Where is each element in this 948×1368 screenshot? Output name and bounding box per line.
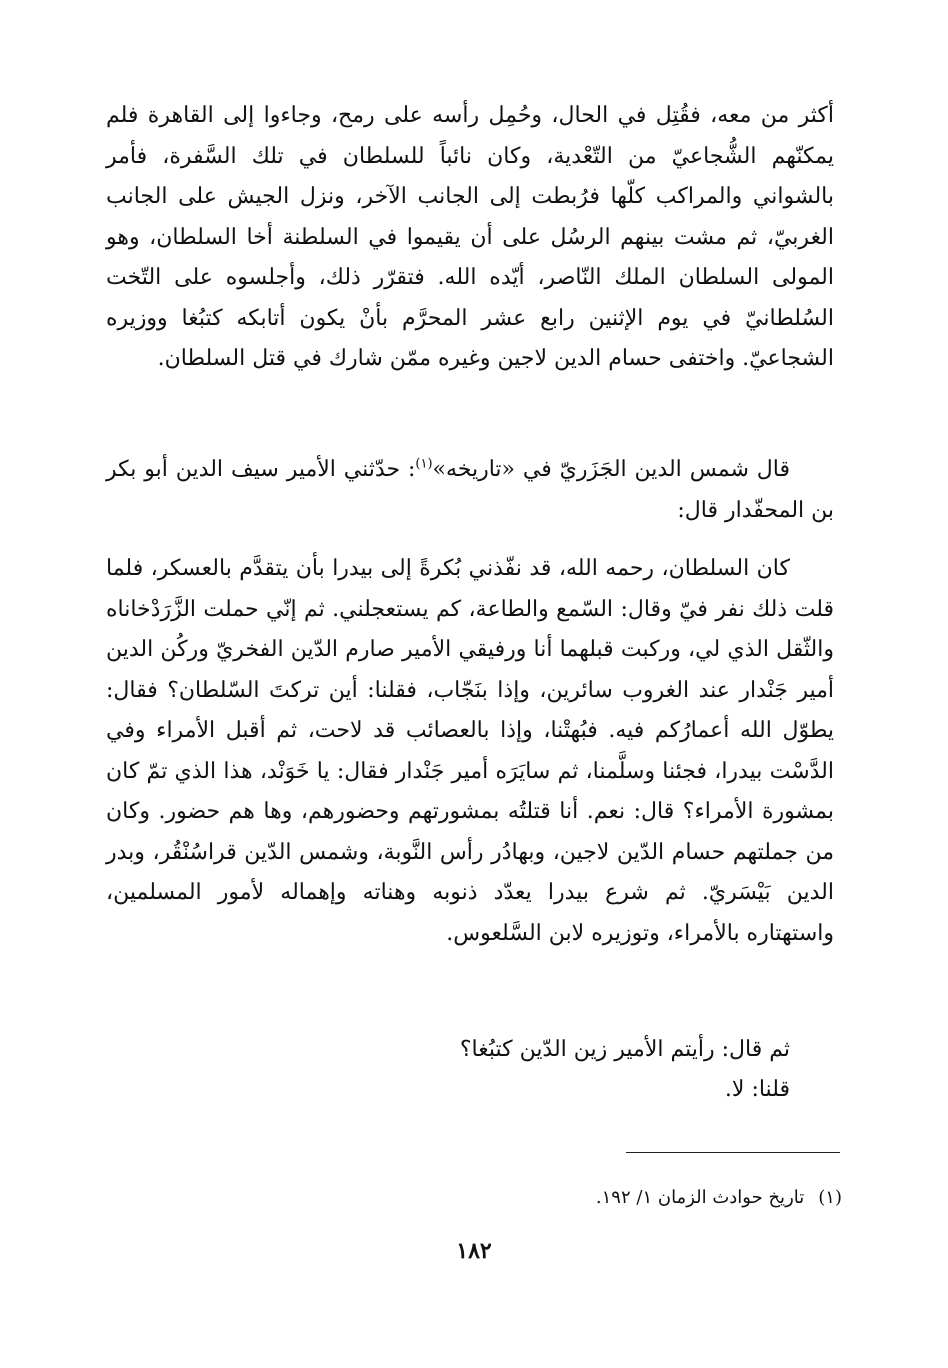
footnote — [300, 1184, 842, 1212]
paragraph-2-text-end: : حدّثني الأمير سيف الدين أبو بكر بن المحفّدار قال: — [106, 457, 834, 523]
paragraph-1 — [106, 96, 834, 380]
footnote-separator — [626, 1152, 840, 1153]
paragraph-3-text: كان السلطان، رحمه الله، قد نفّذني بُكرةً إلى بيدرا بأن يتقدَّم بالعسكر، فلما قلت ذلك نفر فيّ وقال: السّمع والطاعة، كم يستعجلني. ثم إنّي حملت الزَّرَدْخاناه والثّقل الذي لي، وركبت قبلهما أنا ورفيقي الأمير صارم الدّين الفخريّ وركُن الدين أمير جَنْدار عند الغروب سائرين، وإذا بنَجّاب، فقلنا: أين تركتَ السّلطان؟ فقال: يطوّل الله أعمارُكم فيه. فبُهتْنا، وإذا بالعصائب قد لاحت، ثم أقبل الأمراء وفي الدَّسْت بيدرا، فجئنا وسلَّمنا، ثم سايَرَه أمير جَنْدار فقال: يا خَوَنْد، هذا الذي تمّ كان بمشورة الأمراء؟ قال: نعم. أنا قتلتُه بمشورتهم وحضورهم، وها هم حضور. وكان من جملتهم حسام الدّين لاجين، وبهادُر رأس النَّوبة، وشمس الدّين قراسُنْقُر، وبدر الدين بَيْسَريّ. ثم شرع بيدرا يعدّد ذنوبه وهناته وإهماله لأمور المسلمين، واستهتاره بالأمراء، وتوزيره لابن السَّلعوس. — [106, 556, 834, 946]
paragraph-2 — [106, 450, 834, 531]
paragraph-3 — [106, 549, 834, 954]
paragraph-2-text-start: قال شمس الدين الجَزَريّ في «تاريخه» — [432, 457, 790, 482]
paragraph-1-text: أكثر من معه، فقُتِل في الحال، وحُمِل رأسه على رمح، وجاءوا إلى القاهرة فلم يمكنّهم الشُّجاعيّ من التّعْدية، وكان نائباً للسلطان في تلك السَّفرة، فأمر بالشواني والمراكب كلّها فرُبطت إلى الجانب الآخر، ونزل الجيش على الجانب الغربيّ، ثم مشت بينهم الرسُل على أن يقيموا في السلطنة أخا السلطان، وهو المولى السلطان الملك النّاصر، أيّده الله. فتقرّر ذلك، وأجلسوه على التّخت السُلطانيّ في يوم الإثنين رابع عشر المحرَّم بأنْ يكون أتابكه كتبُغا ووزيره الشجاعيّ. واختفى حسام الدين لاجين وغيره ممّن شارك في قتل السلطان. — [106, 103, 835, 371]
page-number: ١٨٢ — [456, 1238, 492, 1264]
footnote-reference[interactable]: (١) — [415, 456, 433, 472]
footnote-number: (١) — [818, 1187, 842, 1208]
dialog-line-2: قلنا: لا. — [724, 1077, 790, 1102]
dialog-line-1: ثم قال: رأيتم الأمير زين الدّين كتبُغا؟ — [459, 1037, 790, 1062]
footnote-text: تاريخ حوادث الزمان ١/ ١٩٢. — [595, 1187, 805, 1208]
